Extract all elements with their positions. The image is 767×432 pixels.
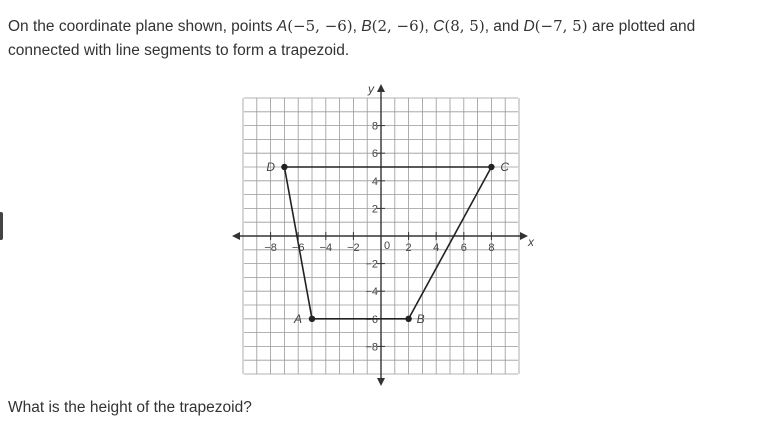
axes: [232, 82, 535, 386]
x-tick-label: −2: [347, 242, 360, 254]
point-b-label: B(2, −6): [361, 17, 425, 35]
vertex-label-c: C: [500, 160, 510, 174]
vertex-label-d: D: [266, 160, 276, 174]
problem-suffix: are plotted and connected with line segments to form a trapezoid.: [8, 18, 696, 59]
point-a-label: A(−5, −6): [276, 17, 353, 35]
vertex-label-b: B: [416, 311, 425, 326]
problem-text: On the coordinate plane shown, points A(−5, −6), B(2, −6), C(8, 5), and D(−7, 5) are plotted and connected with line segments to form a trapezoid.: [8, 17, 696, 59]
x-tick-label: −6: [291, 242, 305, 254]
problem-prefix: On the coordinate plane shown, points: [8, 18, 277, 35]
y-axis-arrow-down: [377, 378, 385, 386]
y-tick-label: −4: [365, 286, 378, 299]
x-axis-arrow-right: [520, 232, 528, 240]
y-tick-label: −2: [365, 258, 378, 271]
x-tick-label: 4: [433, 242, 440, 254]
x-tick-label: 6: [460, 242, 467, 254]
y-tick-label: −8: [365, 341, 378, 354]
x-axis-arrow-left: [232, 232, 240, 240]
vertex-point-d: [281, 164, 287, 170]
point-c-label: C(8, 5): [433, 17, 485, 35]
y-tick-label: −6: [365, 313, 378, 326]
y-tick-label: 4: [371, 175, 378, 188]
x-tick-label: −8: [264, 242, 277, 254]
y-tick-label: 2: [371, 203, 378, 216]
x-tick-label: 8: [488, 242, 495, 254]
y-tick-label: 8: [371, 120, 378, 133]
question-text: What is the height of the trapezoid?: [8, 399, 252, 416]
y-tick-label: 6: [371, 148, 378, 161]
x-tick-label: −4: [319, 242, 333, 254]
vertex-label-a: A: [294, 311, 303, 326]
x-axis-label: x: [528, 235, 534, 249]
y-axis-arrow-up: [377, 84, 385, 92]
y-axis-label: y: [368, 82, 374, 96]
point-d-label: D(−7, 5): [523, 17, 588, 35]
origin-label: 0: [384, 240, 391, 252]
x-tick-label: 2: [405, 242, 412, 254]
vertex-point-c: [488, 164, 494, 170]
vertex-point-b: [405, 316, 411, 322]
vertex-point-a: [309, 316, 315, 322]
